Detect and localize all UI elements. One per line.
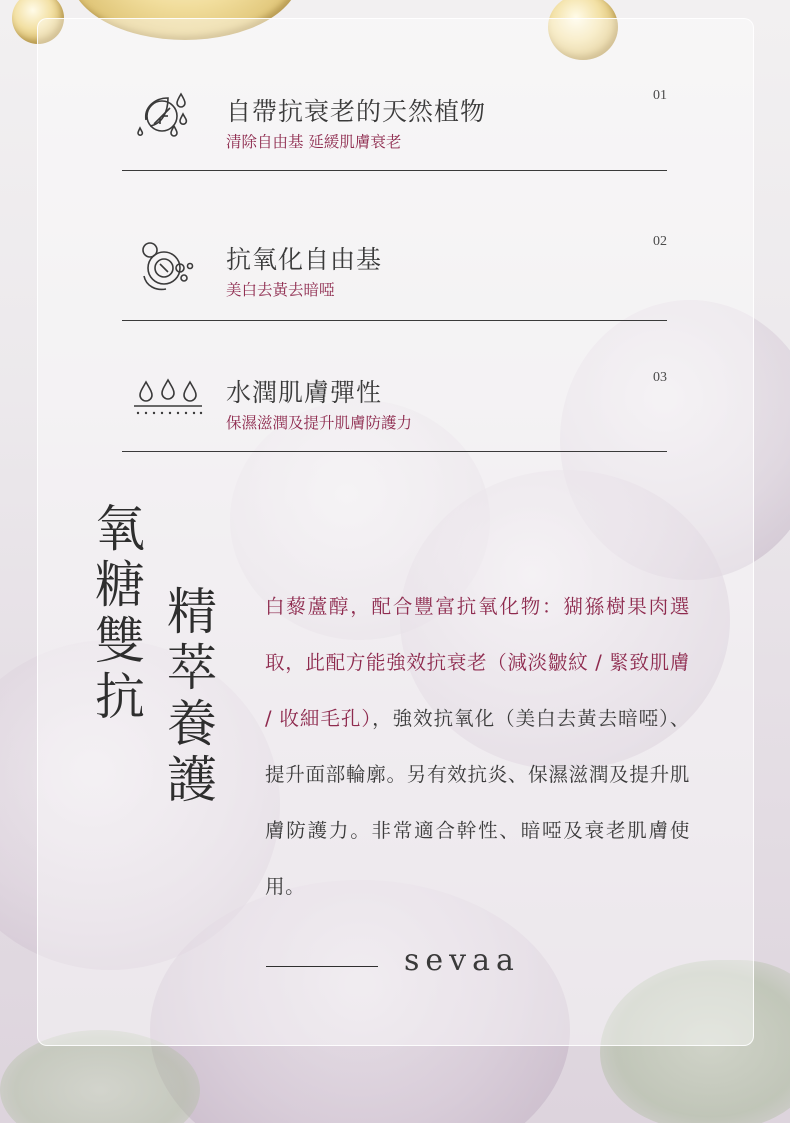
- feature-title: 水潤肌膚彈性: [226, 378, 383, 407]
- molecule-icon: [134, 236, 196, 298]
- feature-subtitle: 保濕滋潤及提升肌膚防護力: [226, 414, 413, 432]
- feature-item: [122, 80, 667, 171]
- heading-vertical: 氧糖雙抗: [87, 502, 145, 726]
- feature-number: 01: [653, 88, 667, 103]
- brand-logo: sevaa: [404, 943, 520, 978]
- leaf-drops-icon: [134, 86, 196, 148]
- divider: [122, 451, 667, 452]
- description-highlight: 白藜蘆醇，配合豐富抗氧化物：猢猻樹果肉選取，此配方能強效抗衰老（減淡皺紋 / 緊致肌膚 / 收細毛孔）: [265, 595, 690, 730]
- feature-title: 自帶抗衰老的天然植物: [226, 97, 487, 126]
- feature-item: [122, 364, 667, 452]
- feature-subtitle: 清除自由基 延緩肌膚衰老: [226, 133, 402, 151]
- divider: [122, 320, 667, 321]
- description-paragraph: [265, 579, 690, 915]
- feature-item: [122, 228, 667, 321]
- feature-title: 抗氧化自由基: [226, 245, 383, 274]
- brand-divider: [266, 966, 378, 967]
- feature-subtitle: 美白去黃去暗啞: [226, 281, 335, 299]
- description-text: ，強效抗氧化（美白去黃去暗啞）、提升面部輪廓。另有效抗炎、保濕滋潤及提升肌膚防護力。非常適合幹性、暗啞及衰老肌膚使用。: [265, 707, 690, 898]
- heading-vertical: 精萃養護: [159, 585, 217, 809]
- feature-number: 03: [653, 370, 667, 385]
- water-drops-icon: [134, 370, 196, 432]
- divider: [122, 170, 667, 171]
- feature-number: 02: [653, 234, 667, 249]
